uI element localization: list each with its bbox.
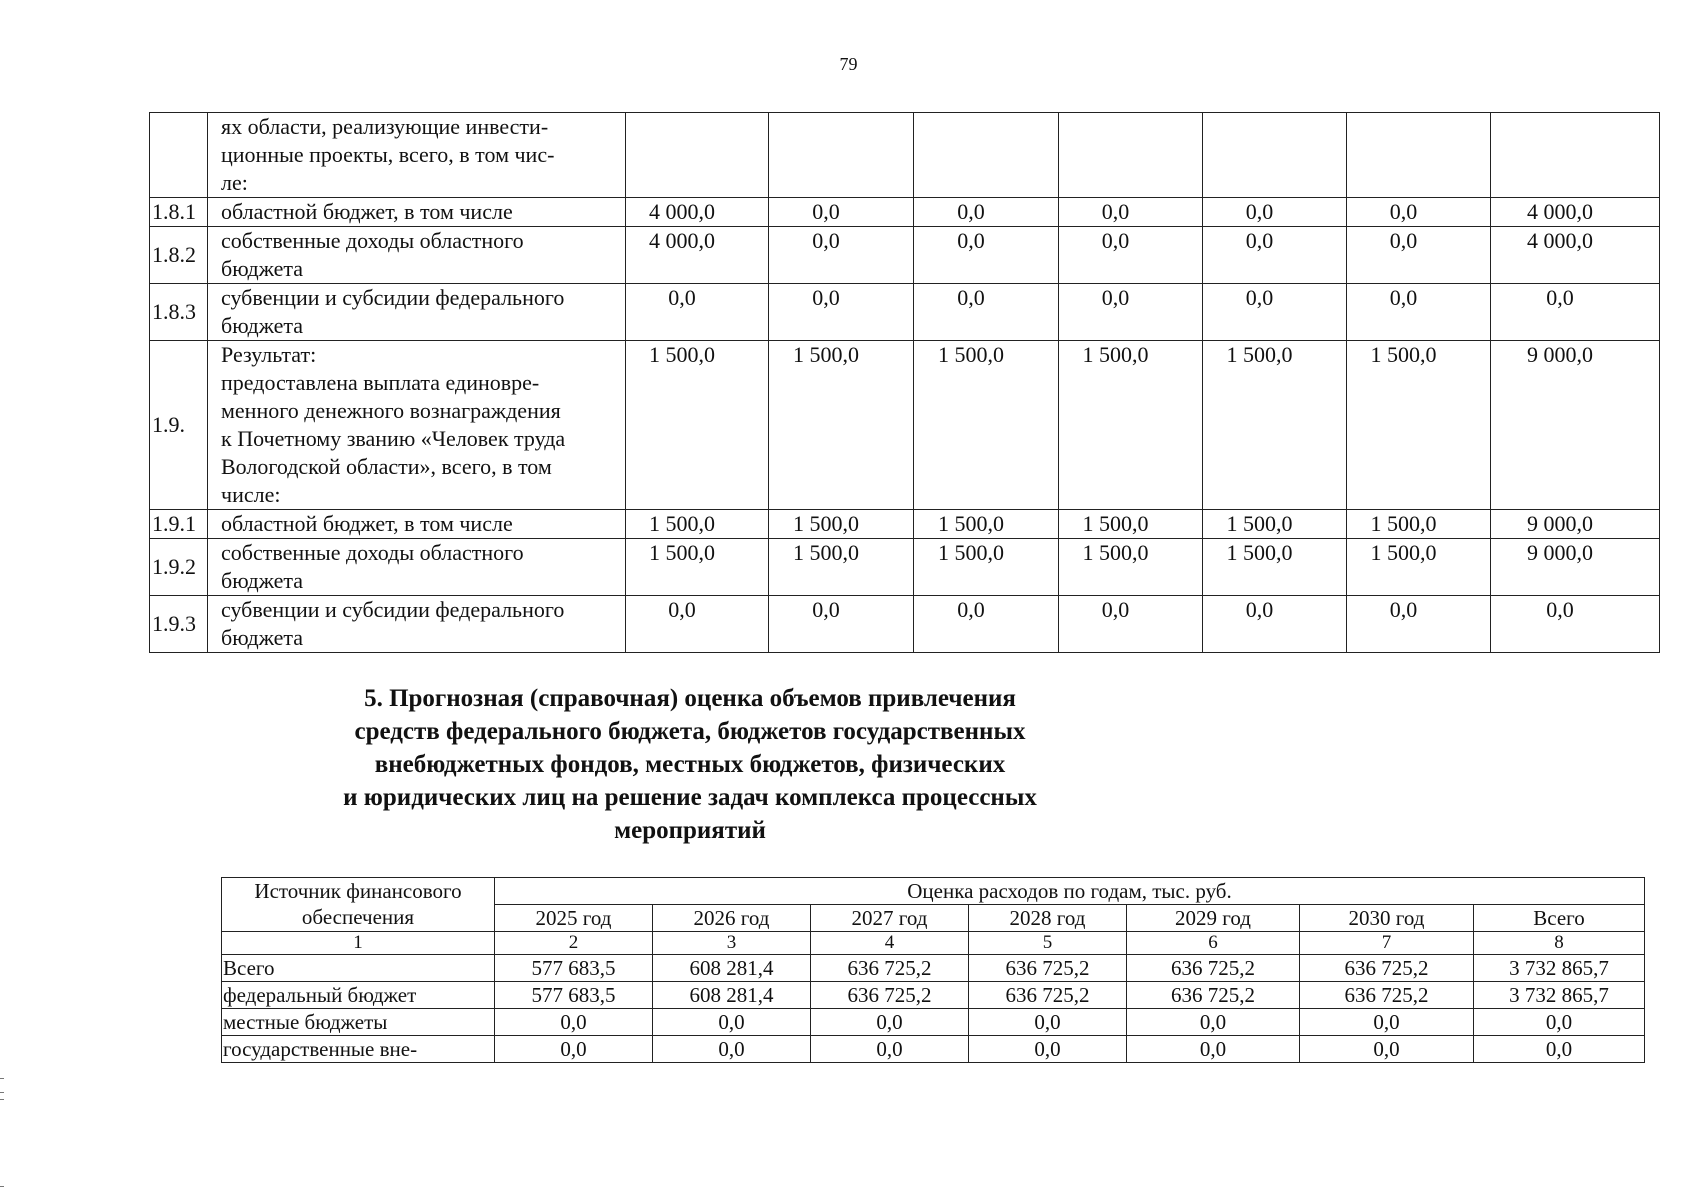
row-description: областной бюджет, в том числе [208, 510, 626, 539]
value-cell: 636 725,2 [969, 955, 1127, 982]
table-row [222, 955, 1645, 982]
value-cell: 636 725,2 [1300, 955, 1474, 982]
value-cell: 1 500,0 [1059, 510, 1203, 539]
value-cell: 0,0 [914, 596, 1059, 653]
header-row-1 [222, 878, 1645, 905]
value-cell: 0,0 [811, 1036, 969, 1063]
value-cell: 0,0 [914, 284, 1059, 341]
source-cell: государственные вне- [222, 1036, 495, 1063]
value-cell: 0,0 [914, 198, 1059, 227]
value-cell: 0,0 [1300, 1036, 1474, 1063]
index-row [222, 932, 1645, 955]
value-cell: 0,0 [1203, 198, 1347, 227]
value-cell: 1 500,0 [769, 539, 914, 596]
value-cell: 0,0 [1491, 596, 1660, 653]
value-cell: 0,0 [626, 284, 769, 341]
table-row [150, 227, 1660, 284]
source-cell: местные бюджеты [222, 1009, 495, 1036]
row-description: субвенции и субсидии федерального бюджета [208, 596, 626, 653]
table-row [222, 1009, 1645, 1036]
section-title-text: 5. Прогнозная (справочная) оценка объемов привлечения средств федерального бюджета, бюджетов государственных внебюджетных фондов, местных бюджетов, физических и юридических лиц на решение задач комплекса процессных мероприятий [343, 685, 1037, 844]
value-cell: 9 000,0 [1491, 341, 1660, 510]
value-cell: 1 500,0 [1347, 510, 1491, 539]
estimate-header: Оценка расходов по годам, тыс. руб. [495, 878, 1645, 905]
value-cell: 3 732 865,7 [1474, 982, 1645, 1009]
value-cell: 1 500,0 [626, 341, 769, 510]
row-description: ях области, реализующие инвести- ционные проекты, всего, в том чис- ле: [208, 113, 626, 198]
table-row [150, 510, 1660, 539]
value-cell: 636 725,2 [1127, 982, 1300, 1009]
value-cell: 0,0 [653, 1036, 811, 1063]
value-cell [1347, 113, 1491, 198]
table-row [150, 284, 1660, 341]
column-index: 3 [653, 932, 811, 955]
value-cell: 0,0 [769, 284, 914, 341]
year-header: 2026 год [653, 905, 811, 932]
value-cell: 0,0 [769, 596, 914, 653]
row-description: Результат: предоставлена выплата единовре- менного денежного вознаграждения к Почетному званию «Человек труда Вологодской области», всего, в том числе: [208, 341, 626, 510]
source-cell: федеральный бюджет [222, 982, 495, 1009]
row-description: собственные доходы областного бюджета [208, 227, 626, 284]
value-cell: 1 500,0 [914, 341, 1059, 510]
value-cell: 636 725,2 [969, 982, 1127, 1009]
value-cell: 636 725,2 [811, 982, 969, 1009]
value-cell: 0,0 [969, 1009, 1127, 1036]
value-cell [769, 113, 914, 198]
value-cell: 0,0 [1059, 596, 1203, 653]
year-header: 2025 год [495, 905, 653, 932]
table-row [150, 198, 1660, 227]
value-cell: 0,0 [1203, 284, 1347, 341]
value-cell: 1 500,0 [1203, 539, 1347, 596]
year-header: 2030 год [1300, 905, 1474, 932]
value-cell [914, 113, 1059, 198]
value-cell: 0,0 [811, 1009, 969, 1036]
value-cell: 4 000,0 [626, 198, 769, 227]
value-cell: 577 683,5 [495, 982, 653, 1009]
source-cell: Всего [222, 955, 495, 982]
budget-table-continued [149, 112, 1660, 653]
row-description: областной бюджет, в том числе [208, 198, 626, 227]
value-cell: 3 732 865,7 [1474, 955, 1645, 982]
value-cell: 0,0 [1059, 284, 1203, 341]
value-cell [1203, 113, 1347, 198]
column-index: 6 [1127, 932, 1300, 955]
margin-mark [0, 1099, 4, 1100]
row-number: 1.8.2 [150, 227, 208, 284]
column-index: 7 [1300, 932, 1474, 955]
value-cell: 0,0 [495, 1009, 653, 1036]
year-header: 2027 год [811, 905, 969, 932]
value-cell: 0,0 [1347, 596, 1491, 653]
row-number: 1.9.1 [150, 510, 208, 539]
value-cell: 0,0 [1127, 1036, 1300, 1063]
value-cell: 0,0 [1474, 1009, 1645, 1036]
value-cell: 1 500,0 [1059, 539, 1203, 596]
value-cell: 0,0 [1127, 1009, 1300, 1036]
value-cell: 9 000,0 [1491, 510, 1660, 539]
value-cell: 1 500,0 [769, 341, 914, 510]
value-cell: 1 500,0 [769, 510, 914, 539]
table-row [150, 113, 1660, 198]
value-cell: 0,0 [626, 596, 769, 653]
source-header: Источник финансового обеспечения [222, 878, 495, 932]
value-cell: 0,0 [1347, 227, 1491, 284]
value-cell: 4 000,0 [1491, 227, 1660, 284]
value-cell: 0,0 [653, 1009, 811, 1036]
column-index: 2 [495, 932, 653, 955]
value-cell: 0,0 [1300, 1009, 1474, 1036]
row-number: 1.9. [150, 341, 208, 510]
value-cell [1059, 113, 1203, 198]
value-cell: 0,0 [914, 227, 1059, 284]
value-cell: 1 500,0 [914, 510, 1059, 539]
value-cell: 636 725,2 [1127, 955, 1300, 982]
value-cell: 0,0 [969, 1036, 1127, 1063]
funding-estimate-table [221, 877, 1645, 1063]
value-cell: 636 725,2 [1300, 982, 1474, 1009]
row-number: 1.9.3 [150, 596, 208, 653]
table-row [222, 1036, 1645, 1063]
value-cell: 1 500,0 [626, 539, 769, 596]
row-number: 1.8.3 [150, 284, 208, 341]
value-cell: 0,0 [1491, 284, 1660, 341]
value-cell: 1 500,0 [1059, 341, 1203, 510]
table-row [150, 341, 1660, 510]
value-cell: 1 500,0 [626, 510, 769, 539]
column-index: 5 [969, 932, 1127, 955]
margin-mark [0, 1078, 4, 1079]
value-cell: 0,0 [769, 227, 914, 284]
value-cell: 0,0 [1059, 198, 1203, 227]
value-cell: 0,0 [1203, 596, 1347, 653]
table-row [222, 982, 1645, 1009]
value-cell: 608 281,4 [653, 982, 811, 1009]
value-cell: 0,0 [1059, 227, 1203, 284]
value-cell: 0,0 [1347, 284, 1491, 341]
value-cell: 0,0 [1203, 227, 1347, 284]
value-cell: 1 500,0 [1203, 341, 1347, 510]
value-cell [626, 113, 769, 198]
value-cell: 1 500,0 [1347, 341, 1491, 510]
value-cell: 608 281,4 [653, 955, 811, 982]
value-cell [1491, 113, 1660, 198]
value-cell: 0,0 [1347, 198, 1491, 227]
value-cell: 1 500,0 [914, 539, 1059, 596]
value-cell: 1 500,0 [1347, 539, 1491, 596]
value-cell: 4 000,0 [1491, 198, 1660, 227]
value-cell: 1 500,0 [1203, 510, 1347, 539]
row-description: субвенции и субсидии федерального бюджета [208, 284, 626, 341]
row-number: 1.9.2 [150, 539, 208, 596]
row-number: 1.8.1 [150, 198, 208, 227]
value-cell: 9 000,0 [1491, 539, 1660, 596]
column-index: 8 [1474, 932, 1645, 955]
section-title [0, 682, 1380, 847]
value-cell: 636 725,2 [811, 955, 969, 982]
value-cell: 577 683,5 [495, 955, 653, 982]
column-index: 1 [222, 932, 495, 955]
margin-mark [0, 1186, 4, 1187]
year-header: Всего [1474, 905, 1645, 932]
table-row [150, 596, 1660, 653]
table-row [150, 539, 1660, 596]
value-cell: 4 000,0 [626, 227, 769, 284]
year-header: 2029 год [1127, 905, 1300, 932]
page-number: 79 [839, 54, 858, 74]
value-cell: 0,0 [769, 198, 914, 227]
row-number [150, 113, 208, 198]
row-description: собственные доходы областного бюджета [208, 539, 626, 596]
margin-mark [0, 1092, 4, 1093]
column-index: 4 [811, 932, 969, 955]
value-cell: 0,0 [495, 1036, 653, 1063]
value-cell: 0,0 [1474, 1036, 1645, 1063]
year-header: 2028 год [969, 905, 1127, 932]
